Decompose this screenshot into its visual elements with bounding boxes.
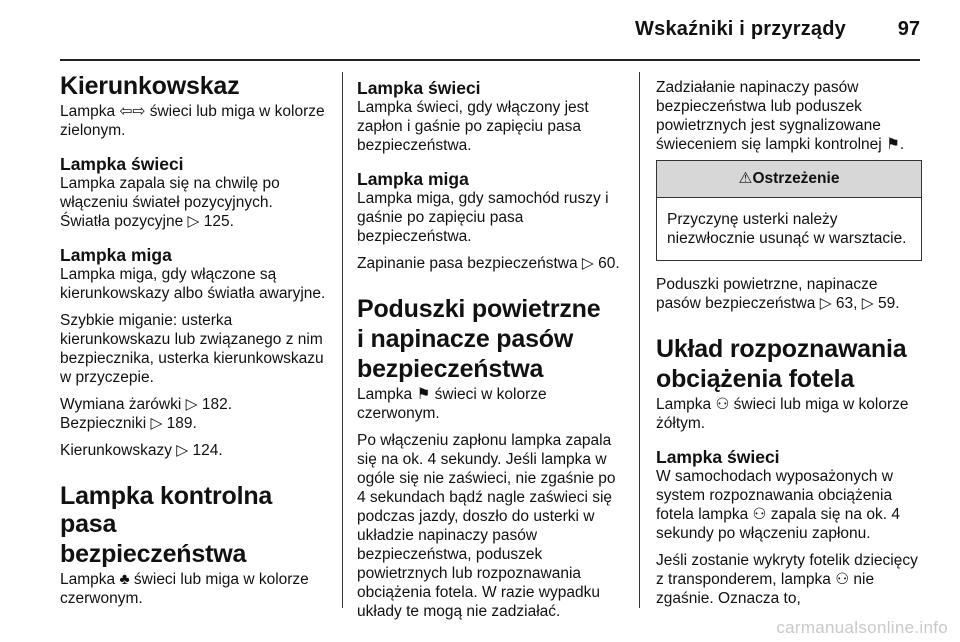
cross-reference[interactable]: Bezpieczniki ▷ 189. [60, 415, 197, 432]
heading-uklad-line2: obciążenia fotela [656, 365, 855, 393]
heading-uklad-line1: Układ rozpoznawania [656, 335, 907, 363]
paragraph: Lampka zapala się na chwilę po włączeniu świateł pozycyjnych. Światła pozycyjne ▷ 125. [60, 175, 280, 230]
heading-kierunkowskaz: Kierunkowskaz [60, 72, 240, 100]
watermark-text: carmanualsonline.info [776, 618, 948, 637]
column-1 [60, 72, 326, 608]
warning-text: Przyczynę usterki należy niezwłocznie usunąć w warsztacie. [667, 211, 907, 247]
column-2 [357, 78, 623, 621]
warning-title: ⚠Ostrzeżenie [657, 161, 921, 198]
subheading-lampka-swieci: Lampka świeci [357, 78, 481, 98]
paragraph: Lampka świeci, gdy włączony jest zapłon i gaśnie po zapięciu pasa bezpieczeństwa. [357, 99, 589, 154]
column-divider-2 [639, 72, 640, 608]
warning-box [656, 160, 922, 261]
heading-poduszki-line1: Poduszki powietrzne [357, 295, 601, 323]
paragraph: Lampka miga, gdy samochód ruszy i gaśnie po zapięciu pasa bezpieczeństwa. [357, 190, 609, 245]
paragraph: Lampka ♣ świeci lub miga w kolorze czerwonym. [60, 571, 309, 607]
column-3 [656, 78, 922, 608]
paragraph: Jeśli zostanie wykryty fotelik dziecięcy z transponderem, lampka ⚇ nie zgaśnie. Oznacza to, [656, 552, 918, 607]
heading-poduszki-line3: bezpieczeństwa [357, 355, 544, 383]
paragraph: Lampka ⇦⇨ świeci lub miga w kolorze zielonym. [60, 103, 325, 139]
subheading-lampka-swieci: Lampka świeci [656, 447, 780, 467]
subheading-lampka-swieci: Lampka świeci [60, 154, 184, 174]
page-number: 97 [897, 18, 920, 40]
heading-pasy-line1: Lampka kontrolna pasa [60, 482, 273, 538]
cross-reference[interactable]: Kierunkowskazy ▷ 124. [60, 442, 223, 459]
page-header [60, 14, 920, 50]
cross-reference[interactable]: Wymiana żarówki ▷ 182. [60, 396, 233, 413]
column-divider-1 [342, 72, 343, 608]
chapter-title: Wskaźniki i przyrządy [635, 18, 846, 40]
paragraph: W samochodach wyposażonych w system rozpoznawania obciążenia fotela lampka ⚇ zapala się na ok. 4 sekundy po włączeniu zapłonu. [656, 468, 900, 542]
paragraph: Zadziałanie napinaczy pasów bezpieczeństwa lub poduszek powietrznych jest sygnalizowane świeceniem się lampki kontrolnej ⚑. [656, 79, 905, 153]
cross-reference[interactable]: Zapinanie pasa bezpieczeństwa ▷ 60. [357, 255, 620, 272]
paragraph: Lampka ⚇ świeci lub miga w kolorze żółtym. [656, 396, 909, 432]
subheading-lampka-miga: Lampka miga [357, 169, 469, 189]
paragraph: Lampka miga, gdy włączone są kierunkowskazy albo światła awaryjne. [60, 266, 326, 302]
cross-reference[interactable]: Poduszki powietrzne, napinacze pasów bezpieczeństwa ▷ 63, ▷ 59. [656, 276, 900, 312]
header-divider [60, 59, 920, 61]
heading-poduszki-line2: i napinacze pasów [357, 325, 574, 353]
paragraph: Szybkie miganie: usterka kierunkowskazu lub związanego z nim bezpiecznika, usterka kierunkowskazu w przyczepie. [60, 312, 324, 386]
subheading-lampka-miga: Lampka miga [60, 245, 172, 265]
paragraph: Lampka ⚑ świeci w kolorze czerwonym. [357, 386, 547, 422]
heading-pasy-line2: bezpieczeństwa [60, 540, 247, 568]
paragraph: Po włączeniu zapłonu lampka zapala się na ok. 4 sekundy. Jeśli lampka w ogóle się nie zaświeci, nie zgaśnie po 4 sekundach bądź nagle zaświeci się podczas jazdy, doszło do usterki w układzie napinaczy pasów bezpieczeństwa, poduszek powietrznych lub rozpoznawania obciążenia fotela. W razie wypadku układy te mogą nie zadziałać. [357, 432, 616, 620]
